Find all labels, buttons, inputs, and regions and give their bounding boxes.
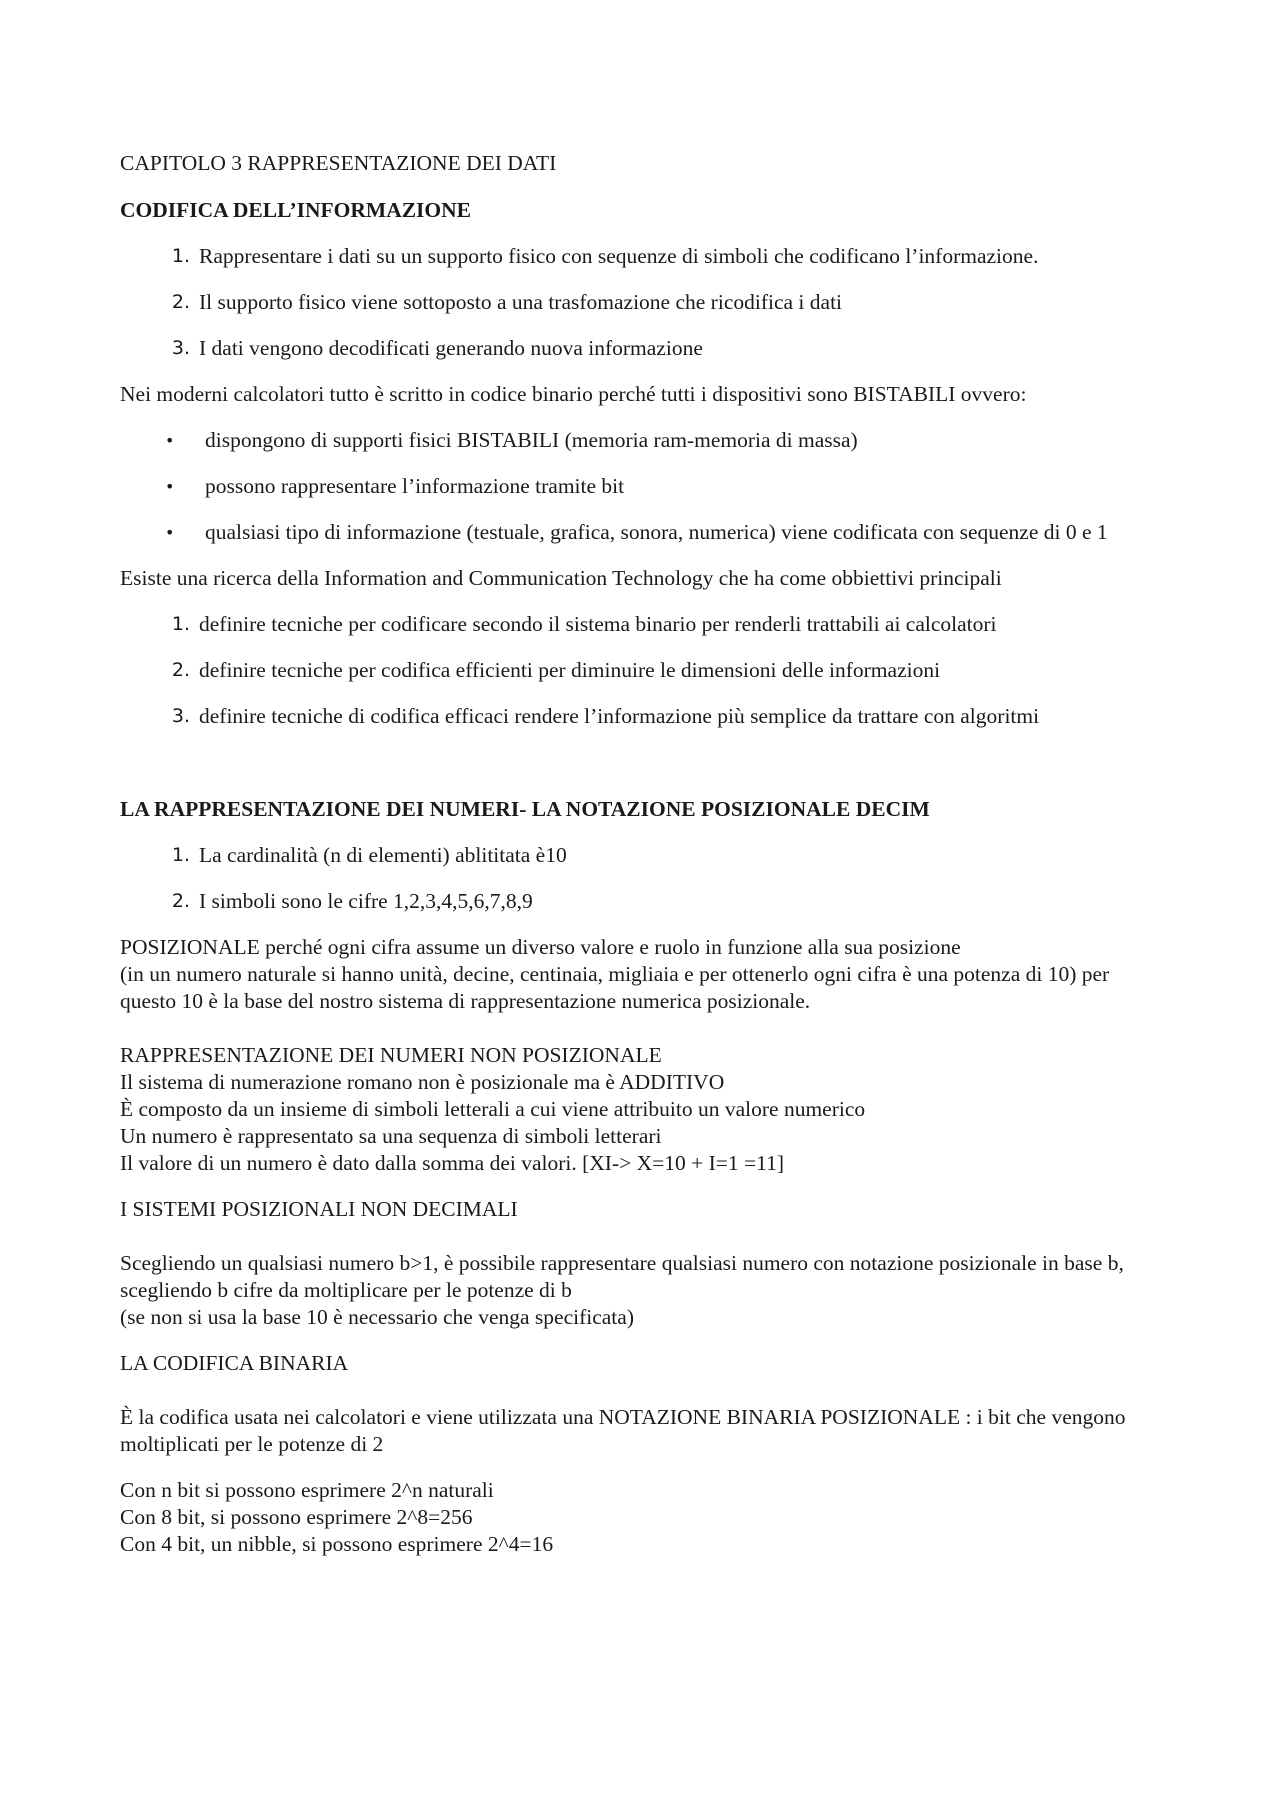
non-decimal-block: [120, 1250, 1180, 1331]
list-item-text: qualsiasi tipo di informazione (testuale, grafica, sonora, numerica) viene codificata con sequenze di 0 e 1: [205, 520, 1108, 544]
non-positional-block: [120, 1042, 1180, 1177]
list-number: 2.: [171, 890, 190, 912]
list-item: [120, 335, 1180, 362]
paragraph-line: Con 8 bit, si possono esprimere 2^8=256: [120, 1505, 473, 1529]
chapter-title: CAPITOLO 3 RAPPRESENTAZIONE DEI DATI: [120, 151, 557, 175]
paragraph-line: RAPPRESENTAZIONE DEI NUMERI NON POSIZIONALE: [120, 1043, 662, 1067]
bistable-bullets-list: [120, 427, 1180, 546]
paragraph-line: Con 4 bit, un nibble, si possono esprimere 2^4=16: [120, 1532, 554, 1556]
list-item-text: definire tecniche di codifica efficaci rendere l’informazione più semplice da trattare con algoritmi: [199, 704, 1040, 728]
list-item-text: La cardinalità (n di elementi) ablititata è10: [199, 843, 567, 867]
paragraph-line: POSIZIONALE perché ogni cifra assume un diverso valore e ruolo in funzione alla sua posizione: [120, 935, 961, 959]
list-item: [120, 289, 1180, 316]
document-page: [120, 150, 1180, 1577]
section-heading-numeri: LA RAPPRESENTAZIONE DEI NUMERI- LA NOTAZIONE POSIZIONALE DECIM: [120, 797, 930, 821]
list-item: [120, 888, 1180, 915]
list-item: [120, 703, 1180, 730]
list-item-text: I simboli sono le cifre 1,2,3,4,5,6,7,8,9: [199, 889, 533, 913]
decimal-notation-list: [120, 842, 1180, 915]
list-item-text: dispongono di supporti fisici BISTABILI (memoria ram-memoria di massa): [205, 428, 858, 452]
list-number: 3.: [171, 337, 190, 359]
list-number: 3.: [171, 705, 190, 727]
list-item: [120, 657, 1180, 684]
list-number: 2.: [171, 659, 190, 681]
list-item-text: Rappresentare i dati su un supporto fisico con sequenze di simboli che codificano l’informazione.: [199, 244, 1039, 268]
bullet-icon: •: [165, 431, 175, 450]
list-item-text: I dati vengono decodificati generando nuova informazione: [199, 336, 703, 360]
list-item-text: definire tecniche per codificare secondo il sistema binario per renderli trattabili ai calcolatori: [199, 612, 997, 636]
paragraph-line: È composto da un insieme di simboli letterali a cui viene attribuito un valore numerico: [120, 1097, 866, 1121]
paragraph-line: Il sistema di numerazione romano non è posizionale ma è ADDITIVO: [120, 1070, 725, 1094]
list-item: [120, 611, 1180, 638]
list-item: [120, 519, 1180, 546]
list-number: 2.: [171, 291, 190, 313]
section-heading-codifica: CODIFICA DELL’INFORMAZIONE: [120, 198, 472, 222]
paragraph-line: Scegliendo un qualsiasi numero b>1, è possibile rappresentare qualsiasi numero con notazione posizionale in base b, scegliendo b cifre da moltiplicare per le potenze di b: [120, 1251, 1124, 1302]
list-item-text: possono rappresentare l’informazione tramite bit: [205, 474, 625, 498]
list-number: 1.: [171, 844, 190, 866]
binary-examples-block: [120, 1477, 1180, 1558]
list-item-text: Il supporto fisico viene sottoposto a una trasfomazione che ricodifica i dati: [199, 290, 843, 314]
positional-paragraph: [120, 934, 1180, 1015]
section-heading-binaria: LA CODIFICA BINARIA: [120, 1351, 349, 1375]
spacer: [120, 1223, 1180, 1250]
list-item-text: definire tecniche per codifica efficienti per diminuire le dimensioni delle informazioni: [199, 658, 941, 682]
ict-intro: Esiste una ricerca della Information and Communication Technology che ha come obbiettivi principali: [120, 566, 1002, 590]
list-item: [120, 243, 1180, 270]
list-item: [120, 427, 1180, 454]
encoding-steps-list: [120, 243, 1180, 362]
paragraph-line: Il valore di un numero è dato dalla somma dei valori. [XI-> X=10 + I=1 =11]: [120, 1151, 785, 1175]
paragraph-line: Con n bit si possono esprimere 2^n naturali: [120, 1478, 494, 1502]
bullet-icon: •: [165, 477, 175, 496]
list-item: [120, 473, 1180, 500]
ict-goals-list: [120, 611, 1180, 730]
paragraph-line: Un numero è rappresentato sa una sequenza di simboli letterari: [120, 1124, 662, 1148]
bistable-intro: Nei moderni calcolatori tutto è scritto in codice binario perché tutti i dispositivi sono BISTABILI ovvero:: [120, 382, 1027, 406]
bullet-icon: •: [165, 523, 175, 542]
paragraph-line: (in un numero naturale si hanno unità, decine, centinaia, migliaia e per ottenerlo ogni cifra è una potenza di 10) per questo 10 è la base del nostro sistema di rappresentazione numerica posizionale.: [120, 962, 1110, 1013]
spacer: [120, 749, 1180, 796]
paragraph-line: (se non si usa la base 10 è necessario che venga specificata): [120, 1305, 634, 1329]
spacer: [120, 1377, 1180, 1404]
list-number: 1.: [171, 245, 190, 267]
list-item: [120, 842, 1180, 869]
list-number: 1.: [171, 613, 190, 635]
section-heading-non-decimali: I SISTEMI POSIZIONALI NON DECIMALI: [120, 1197, 518, 1221]
binary-paragraph: È la codifica usata nei calcolatori e viene utilizzata una NOTAZIONE BINARIA POSIZIONALE : i bit che vengono moltiplicati per le potenze di 2: [120, 1405, 1126, 1456]
